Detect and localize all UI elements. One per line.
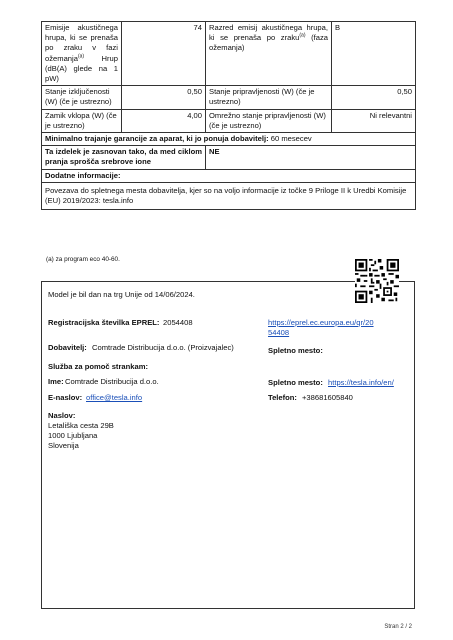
warranty-value: 60 mesecev bbox=[270, 134, 312, 144]
table-row bbox=[42, 182, 416, 209]
silver-ions-label: Ta izdelek je zasnovan tako, da med ciklom pranja sprošča srebrove ione bbox=[42, 146, 206, 169]
name-value: Comtrade Distribucija d.o.o. bbox=[65, 377, 159, 386]
eprel-number: 2054408 bbox=[163, 318, 193, 327]
email-label: E-naslov: bbox=[48, 393, 83, 402]
page-number: Stran 2 / 2 bbox=[384, 624, 412, 630]
eprel-label: Registracijska številka EPREL: bbox=[48, 318, 160, 327]
address-line: 1000 Ljubljana bbox=[48, 431, 98, 441]
name-label: Ime: bbox=[48, 377, 64, 386]
supplier-label: Dobavitelj: bbox=[48, 343, 87, 352]
address-line: Slovenija bbox=[48, 441, 79, 451]
table-row bbox=[42, 86, 416, 109]
customer-service-label: Služba za pomoč strankam: bbox=[48, 362, 149, 371]
additional-info-label: Dodatne informacije: bbox=[42, 169, 416, 182]
address bbox=[48, 421, 114, 452]
noise-class-value: B bbox=[332, 22, 416, 86]
qr-code-icon[interactable] bbox=[355, 259, 399, 303]
standby-value: 0,50 bbox=[332, 86, 416, 109]
noise-emission-value: 74 bbox=[122, 22, 206, 86]
email-link[interactable]: office@tesla.info bbox=[86, 393, 143, 402]
website-link[interactable]: https://tesla.info/en/ bbox=[328, 378, 394, 387]
silver-ions-value: NE bbox=[206, 146, 416, 169]
supplier-value: Comtrade Distribucija d.o.o. (Proizvajalec) bbox=[92, 343, 234, 352]
eprel-link[interactable]: https://eprel.ec.europa.eu/qr/20 54408 bbox=[268, 318, 374, 337]
noise-class-label: Razred emisij akustičnega hrupa, ki se prenaša po zraku$^{(a)}$ (faza ožemanja) bbox=[206, 22, 332, 86]
table-row bbox=[42, 22, 416, 86]
table-row bbox=[42, 133, 416, 146]
standby-label: Stanje pripravljenosti (W) (če je ustrezno) bbox=[206, 86, 332, 109]
phone-value: +38681605840 bbox=[302, 393, 353, 402]
address-label: Naslov: bbox=[48, 411, 76, 420]
table-row bbox=[42, 146, 416, 169]
additional-info-text: Povezava do spletnega mesta dobavitelja, kjer so na voljo informacije iz točke 9 Priloge II k Uredbi Komisije (EU) 2019/2023: tesla.info bbox=[42, 182, 416, 209]
footnote: (a) za program eco 40-60. bbox=[46, 256, 120, 263]
website-label-2: Spletno mesto: bbox=[268, 378, 323, 387]
table-row bbox=[42, 109, 416, 132]
warranty-label: Minimalno trajanje garancije za aparat, ki jo ponuja dobavitelj: bbox=[45, 134, 269, 144]
table-row bbox=[42, 169, 416, 182]
phone-label: Telefon: bbox=[268, 393, 297, 402]
off-mode-value: 0,50 bbox=[122, 86, 206, 109]
market-date: Model je bil dan na trg Unije od 14/06/2024. bbox=[48, 290, 195, 299]
noise-emission-label: Emisije akustičnega hrupa, ki se prenaša po zraku v fazi ožemanja$^{(a)}$ Hrup (dB(A) glede na 1 pW) bbox=[42, 22, 122, 86]
network-standby-value: Ni relevantni bbox=[332, 109, 416, 132]
energy-info-table bbox=[41, 21, 416, 210]
address-line: Letališka cesta 29B bbox=[48, 421, 114, 430]
delay-start-value: 4,00 bbox=[122, 109, 206, 132]
warranty-row bbox=[42, 133, 416, 146]
website-label: Spletno mesto: bbox=[268, 346, 323, 355]
network-standby-label: Omrežno stanje pripravljenosti (W) (če je ustrezno) bbox=[206, 109, 332, 132]
off-mode-label: Stanje izključenosti (W) (če je ustrezno) bbox=[42, 86, 122, 109]
delay-start-label: Zamik vklopa (W) (če je ustrezno) bbox=[42, 109, 122, 132]
